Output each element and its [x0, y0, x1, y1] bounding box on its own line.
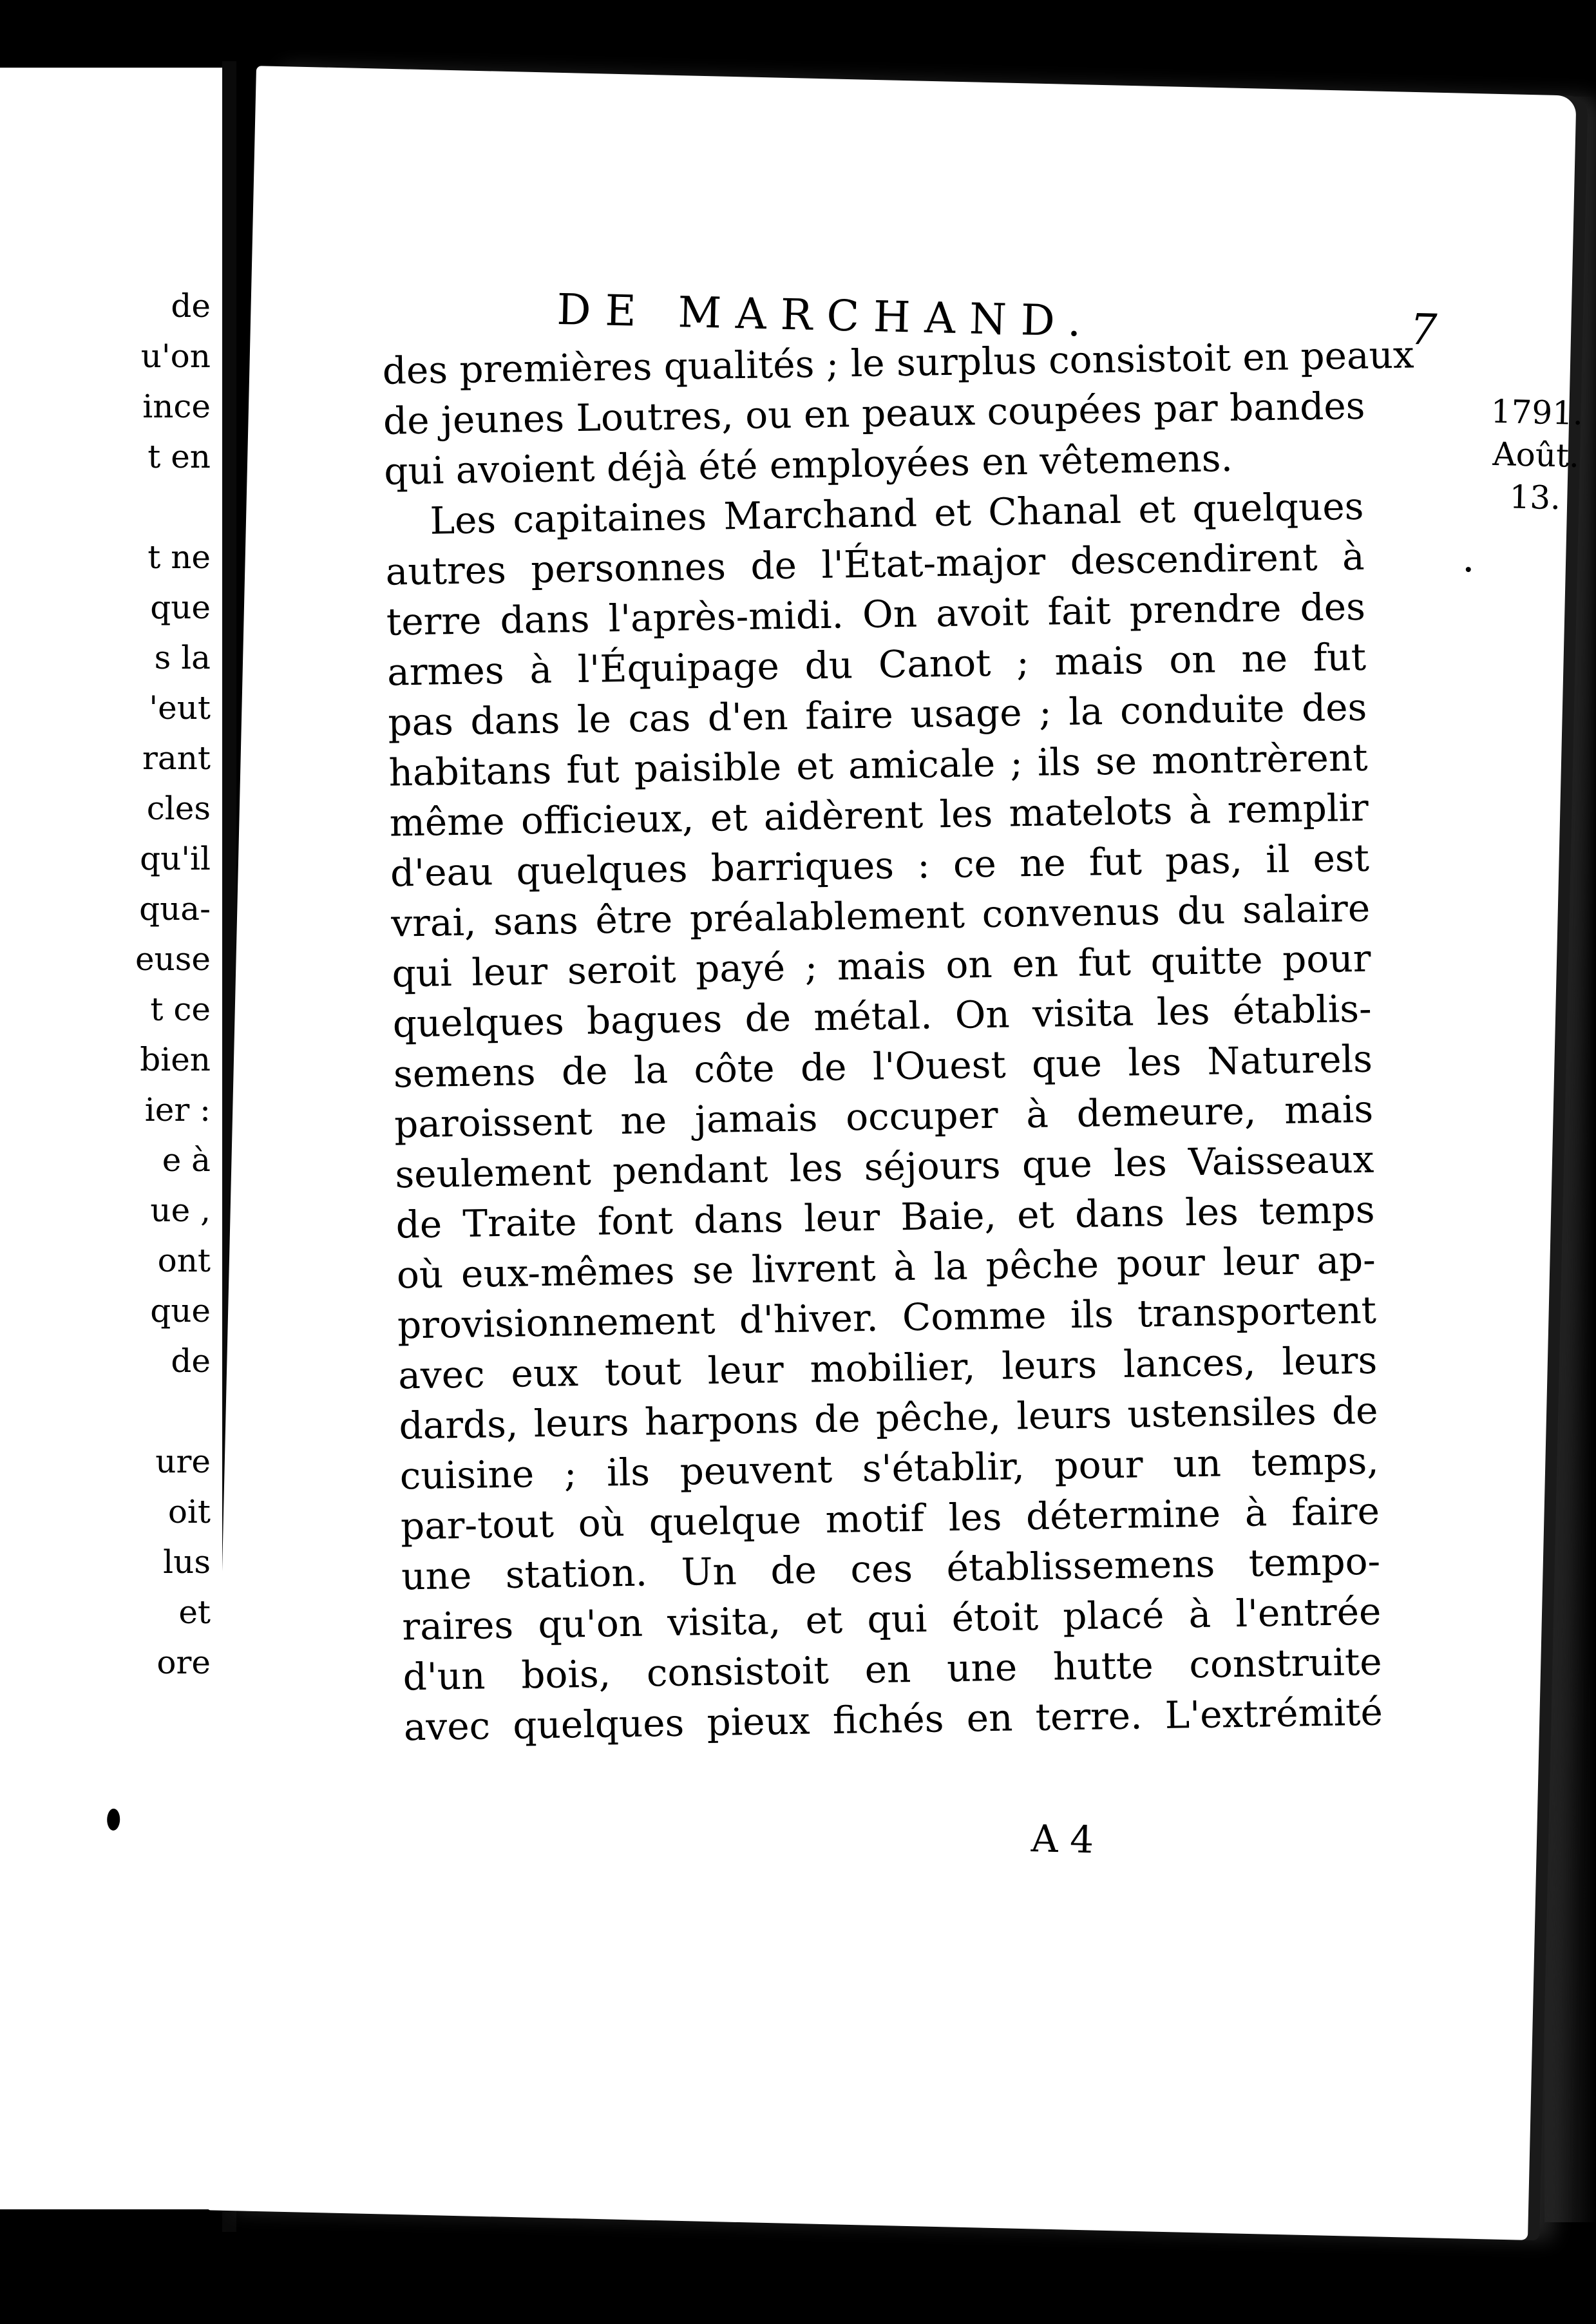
- facing-page-text-fragment: que: [150, 1292, 211, 1329]
- text-line: des premières qualités ; le surplus consistoit en peaux: [382, 332, 1415, 393]
- text-line: cuisine ; ils peuvent s'établir, pour un temps,: [399, 1438, 1380, 1498]
- facing-page-text-fragment: t ce: [150, 991, 211, 1028]
- body-text: [382, 330, 1415, 1753]
- text-line: semens de la côte de l'Ouest que les Naturels: [393, 1036, 1373, 1096]
- facing-page-text-fragment: oit: [167, 1493, 211, 1530]
- text-line: paroissent ne jamais occuper à demeure, mais: [394, 1087, 1374, 1147]
- margin-year: 1791.: [1490, 392, 1584, 433]
- text-line: d'un bois, consistoit en une hutte construite: [403, 1639, 1383, 1699]
- text-line: avec quelques pieux fichés en terre. L'extrémité: [403, 1690, 1383, 1749]
- facing-page-text-fragment: lus: [163, 1543, 211, 1581]
- margin-date-note: [1458, 390, 1596, 520]
- facing-page-text-fragment: cles: [146, 790, 211, 827]
- text-line: de Traite font dans leur Baie, et dans les temps: [395, 1187, 1376, 1247]
- text-line: habitans fut paisible et amicale ; ils se montrèrent: [388, 735, 1368, 795]
- text-line: qui avoient déjà été employées en vêtemens.: [383, 435, 1233, 493]
- facing-page-text-fragment: ince: [142, 388, 211, 425]
- text-line: où eux-mêmes se livrent à la pêche pour leur ap-: [396, 1237, 1376, 1297]
- facing-page-text-fragment: ure: [155, 1443, 211, 1480]
- text-line: par-tout où quelque motif les détermine à faire: [400, 1489, 1380, 1548]
- facing-page-text-fragment: ont: [157, 1242, 211, 1279]
- facing-page-text-fragment: s la: [154, 639, 211, 676]
- margin-month: Août.: [1492, 435, 1580, 475]
- text-line: autres personnes de l'État-major descendirent à: [385, 534, 1365, 594]
- text-line: dards, leurs harpons de pêche, leurs ustensiles de: [399, 1388, 1378, 1448]
- facing-page-text-fragment: t en: [147, 438, 211, 475]
- facing-page-text-fragment: ore: [157, 1644, 211, 1681]
- ink-speck: [1466, 567, 1471, 572]
- facing-page-text-fragment: qu'il: [140, 840, 211, 877]
- facing-page-text-fragment: e à: [162, 1141, 211, 1179]
- running-header: DE MARCHAND.: [556, 284, 1096, 347]
- facing-page-text-fragment: rant: [142, 739, 211, 777]
- facing-page-text-fragment: euse: [135, 940, 211, 978]
- text-line: vrai, sans être préalablement convenus du salaire: [390, 886, 1371, 946]
- printer-signature-mark: A 4: [1031, 1816, 1094, 1862]
- facing-page-text-fragment: ier :: [144, 1091, 211, 1129]
- text-line: de jeunes Loutres, ou en peaux coupées par bandes: [383, 383, 1365, 443]
- text-line: qui leur seroit payé ; mais on en fut quitte pour: [392, 936, 1371, 996]
- facing-page-text-fragment: u'on: [140, 338, 211, 375]
- text-line: d'eau quelques barriques : ce ne fut pas, il est: [390, 835, 1370, 895]
- facing-page-text-fragment: de: [171, 287, 211, 325]
- text-line: provisionnement d'hiver. Comme ils transportent: [397, 1288, 1377, 1348]
- text-line: armes à l'Équipage du Canot ; mais on ne fut: [386, 634, 1367, 694]
- text-line: avec eux tout leur mobilier, leurs lances, leurs: [397, 1338, 1378, 1398]
- text-line: quelques bagues de métal. On visita les établis-: [392, 986, 1373, 1046]
- facing-page-fragment: [0, 68, 225, 2209]
- facing-page-text-fragment: ue ,: [150, 1192, 211, 1229]
- facing-page-text-fragment: bien: [140, 1041, 211, 1078]
- text-line: pas dans le cas d'en faire usage ; la conduite des: [387, 685, 1367, 745]
- page-number: 7: [1409, 304, 1438, 355]
- facing-page-text-fragment: t ne: [147, 538, 211, 576]
- facing-page-text-fragment: 'eut: [149, 689, 211, 727]
- facing-page-text-fragment: que: [150, 589, 211, 626]
- text-line: seulement pendant les séjours que les Vaisseaux: [394, 1137, 1374, 1197]
- text-line: une station. Un de ces établissemens tempo-: [401, 1539, 1381, 1599]
- margin-day: 13.: [1508, 478, 1561, 517]
- text-line: Les capitaines Marchand et Chanal et quelques: [429, 484, 1364, 543]
- text-line: terre dans l'après-midi. On avoit fait prendre des: [386, 584, 1366, 644]
- facing-page-text-fragment: et: [178, 1594, 211, 1631]
- facing-page-text-fragment: de: [171, 1342, 211, 1380]
- text-line: même officieux, et aidèrent les matelots à remplir: [389, 785, 1369, 845]
- book-page: [207, 66, 1584, 2240]
- text-line: raires qu'on visita, et qui étoit placé à l'entrée: [401, 1589, 1382, 1649]
- facing-page-text-fragment: qua-: [139, 890, 211, 928]
